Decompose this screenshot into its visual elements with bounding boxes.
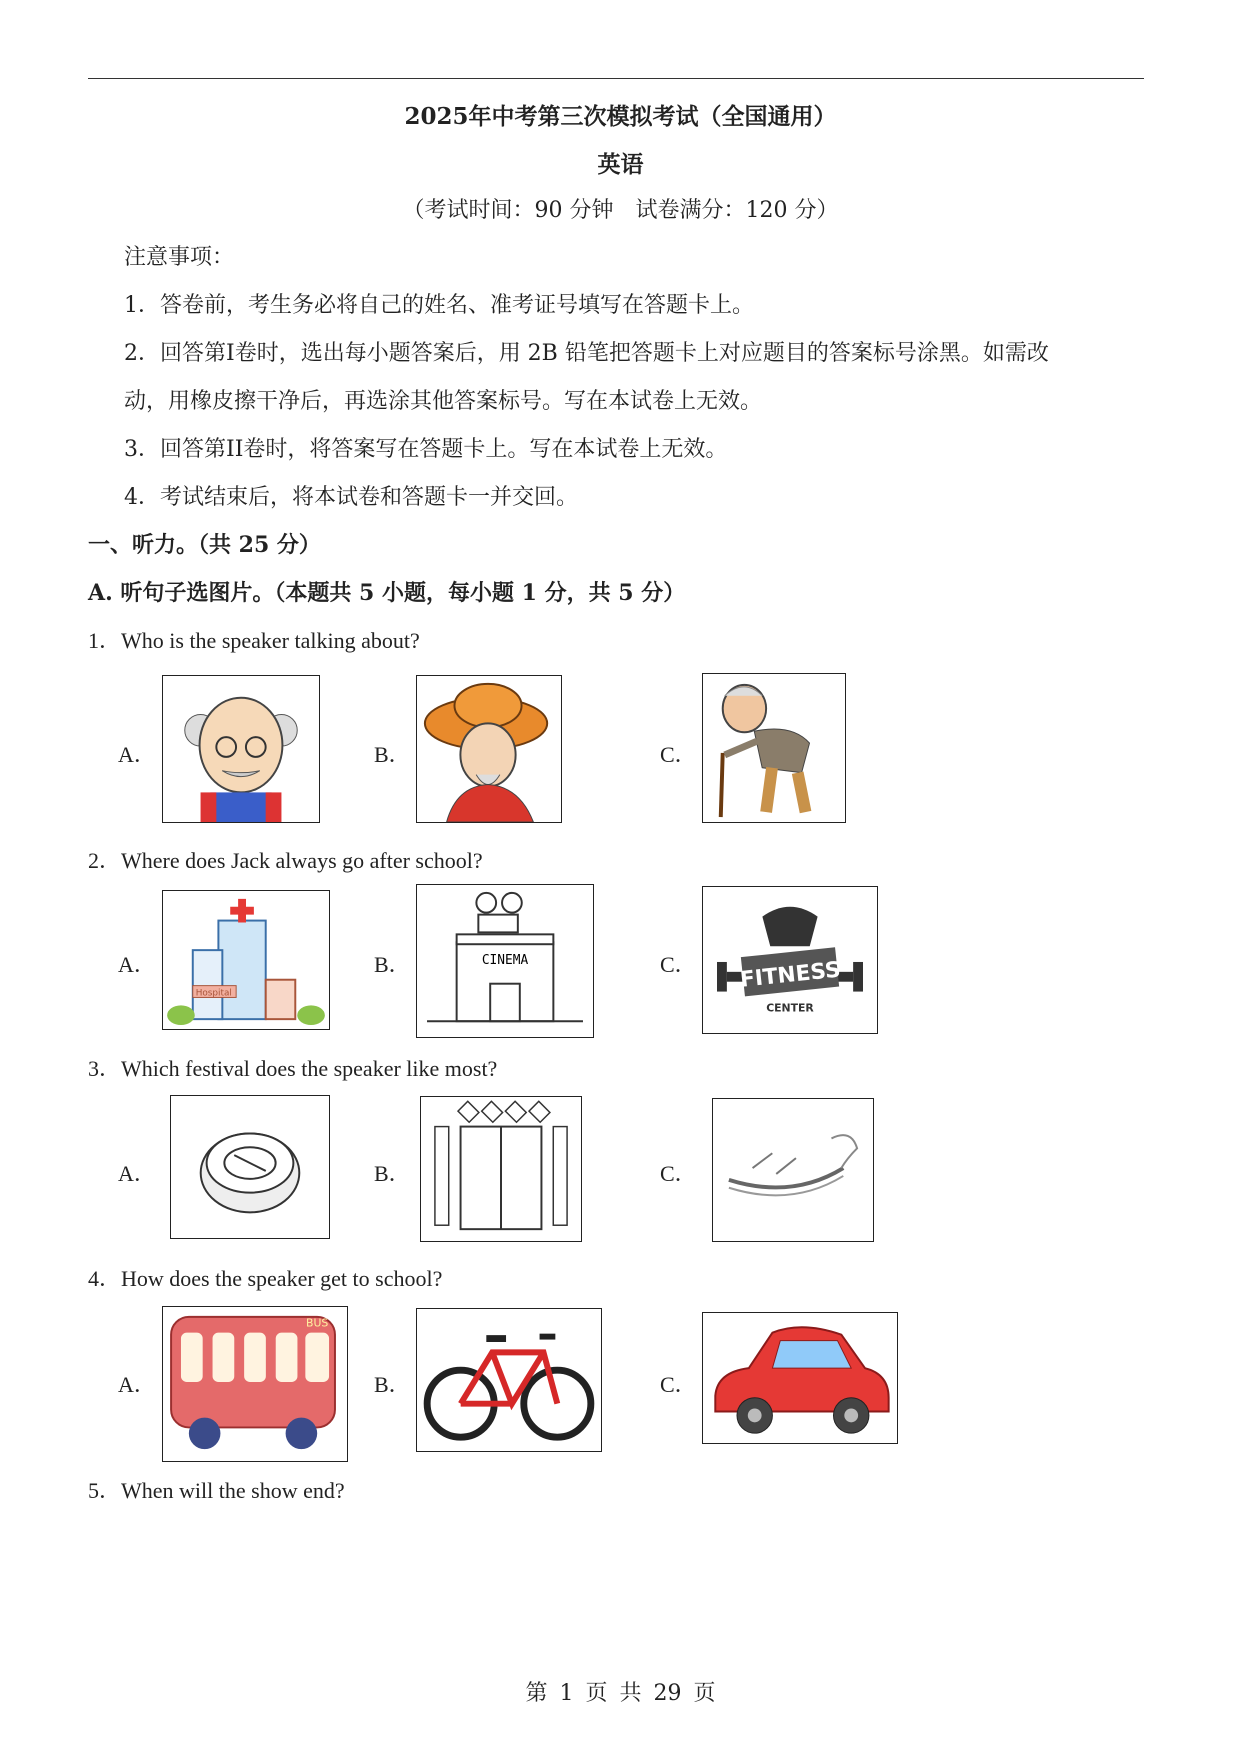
notice-item-4: 4．考试结束后，将本试卷和答题卡一并交回。 (124, 485, 578, 510)
cinema-icon (416, 884, 594, 1038)
footer-label-1: 第 (525, 1681, 548, 1706)
notice-item-2-cont: 动，用橡皮擦干净后，再选涂其他答案标号。写在本试卷上无效。 (124, 389, 763, 414)
q2-option-b-label: B． (374, 952, 411, 977)
q4-option-c-label: C． (660, 1372, 697, 1397)
footer-label-4: 页 (693, 1681, 716, 1706)
q3-option-a-label: A． (118, 1161, 156, 1186)
question-2: 2．Where does Jack always go after school? (88, 848, 483, 873)
q4-option-a-label: A． (118, 1372, 156, 1397)
q3-option-c-label: C． (660, 1161, 697, 1186)
farmer-straw-hat-icon (416, 675, 562, 823)
bus-sign: BUS (306, 1316, 329, 1330)
car-icon (702, 1312, 898, 1444)
cinema-sign: CINEMA (481, 952, 529, 968)
notice-item-1: 1．答卷前，考生务必将自己的姓名、准考证号填写在答题卡上。 (124, 293, 754, 318)
notice-item-2: 2．回答第I卷时，选出每小题答案后，用 2B 铅笔把答题卡上对应题目的答案标号涂黑。如需改 (124, 341, 1049, 366)
fitness-sign: FITNESS (738, 957, 842, 993)
exam-info: （考试时间：90 分钟 试卷满分：120 分） (402, 198, 839, 223)
bus-icon (162, 1306, 348, 1462)
notice-item-3: 3．回答第II卷时，将答案写在答题卡上。写在本试卷上无效。 (124, 437, 728, 462)
old-man-cane-icon (702, 673, 846, 823)
total-pages: 29 (653, 1681, 682, 1706)
q1-option-b-label: B． (374, 742, 411, 767)
center-sign: CENTER (766, 1001, 814, 1015)
footer-label-3: 共 (619, 1681, 642, 1706)
exam-subject: 英语 (597, 151, 644, 178)
dragon-boat-icon (712, 1098, 874, 1242)
question-4: 4．How does the speaker get to school? (88, 1266, 443, 1291)
question-3: 3．Which festival does the speaker like most? (88, 1056, 498, 1081)
top-rule (88, 78, 1144, 79)
q1-option-a-label: A． (118, 742, 156, 767)
page-number: 1 (559, 1681, 574, 1706)
exam-title: 2025年中考第三次模拟考试（全国通用） (404, 103, 837, 130)
question-1: 1．Who is the speaker talking about? (88, 628, 420, 653)
spring-couplets-door-icon (420, 1096, 582, 1242)
section-heading: 一、听力。（共 25 分） (88, 532, 321, 558)
bicycle-icon (416, 1308, 602, 1452)
hospital-icon (162, 890, 330, 1030)
page-footer (0, 1676, 1241, 1707)
q3-option-b-label: B． (374, 1161, 411, 1186)
fitness-center-icon (702, 886, 878, 1034)
part-a-heading: A. 听句子选图片。（本题共 5 小题，每小题 1 分，共 5 分） (88, 580, 686, 606)
q2-option-a-label: A． (118, 952, 156, 977)
q4-option-b-label: B． (374, 1372, 411, 1397)
notice-heading: 注意事项： (124, 245, 235, 270)
q1-option-c-label: C． (660, 742, 697, 767)
old-man-glasses-icon (162, 675, 320, 823)
footer-label-2: 页 (585, 1681, 608, 1706)
question-5: 5．When will the show end? (88, 1478, 345, 1503)
hospital-sign: Hospital (195, 988, 232, 999)
mooncake-icon (170, 1095, 330, 1239)
q2-option-c-label: C． (660, 952, 697, 977)
